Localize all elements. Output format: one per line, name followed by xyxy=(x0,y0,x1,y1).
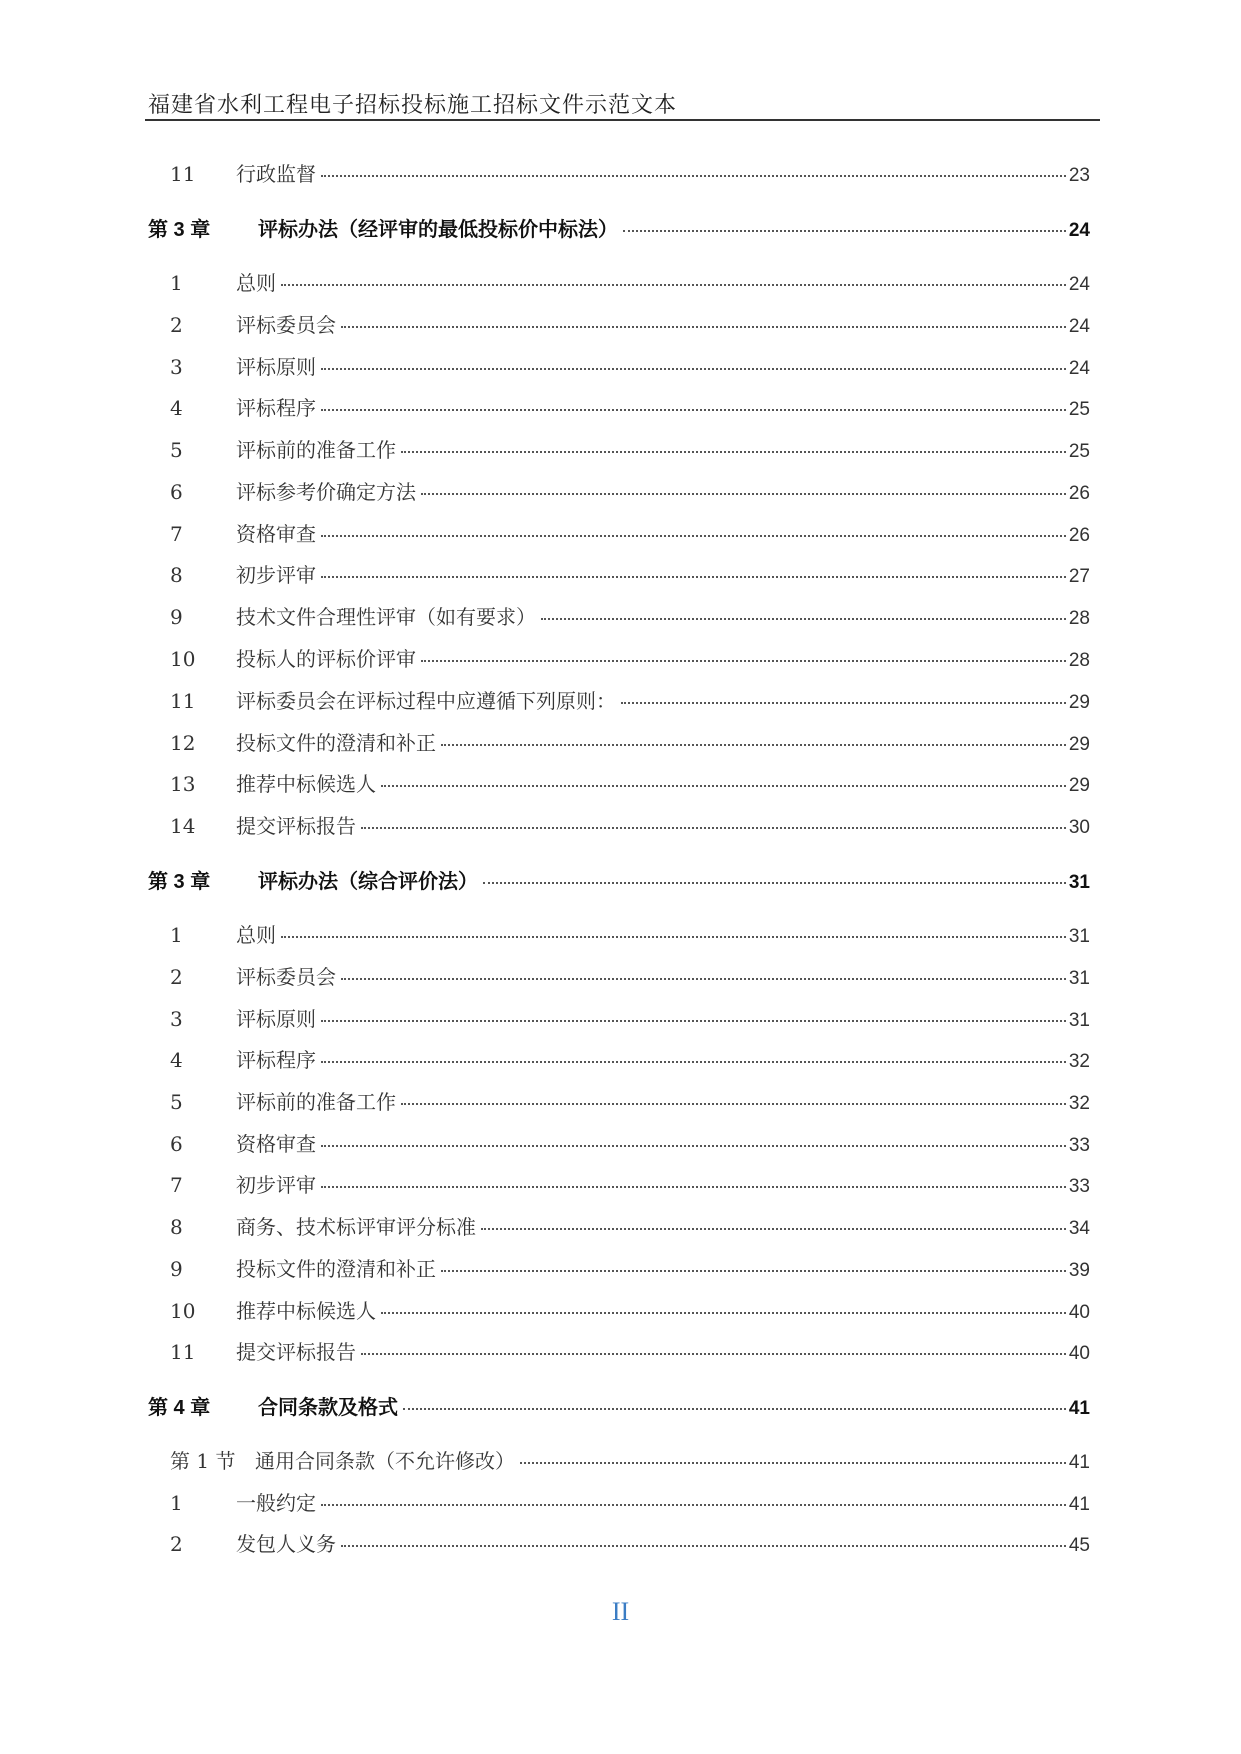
toc-entry-page: 39 xyxy=(1068,1260,1090,1281)
dot-leader xyxy=(401,451,1066,453)
toc-chapter-entry[interactable] xyxy=(148,1391,1090,1420)
toc-entry[interactable] xyxy=(170,392,1090,421)
dot-leader xyxy=(341,326,1066,328)
toc-entry[interactable] xyxy=(170,1528,1090,1557)
toc-entry-number: 11 xyxy=(170,689,196,713)
toc-entry-page: 45 xyxy=(1068,1535,1090,1556)
toc-entry-title: 评标办法（经评审的最低投标价中标法） xyxy=(258,217,618,241)
toc-entry-number: 11 xyxy=(170,1340,196,1364)
toc-entry-title: 评标原则 xyxy=(236,1007,316,1031)
toc-entry[interactable] xyxy=(170,810,1090,839)
toc-entry-page: 28 xyxy=(1068,608,1090,629)
toc-entry-number: 2 xyxy=(170,1532,183,1556)
toc-entry-title: 评标程序 xyxy=(236,1048,316,1072)
toc-entry-title: 行政监督 xyxy=(236,162,316,186)
dot-leader xyxy=(321,535,1066,537)
dot-leader xyxy=(321,409,1066,411)
toc-entry[interactable] xyxy=(170,601,1090,630)
toc-entry-title: 初步评审 xyxy=(236,563,316,587)
toc-entry[interactable] xyxy=(170,919,1090,948)
toc-entry-title: 技术文件合理性评审（如有要求） xyxy=(236,605,536,629)
toc-entry[interactable] xyxy=(170,1086,1090,1115)
toc-entry-title: 推荐中标候选人 xyxy=(236,1299,376,1323)
dot-leader xyxy=(623,230,1066,232)
dot-leader xyxy=(281,936,1066,938)
toc-entry-number: 7 xyxy=(170,1173,183,1197)
toc-entry-number: 2 xyxy=(170,965,183,989)
dot-leader xyxy=(361,1353,1066,1355)
toc-entry-number: 11 xyxy=(170,162,196,186)
toc-entry-title: 评标委员会 xyxy=(236,965,336,989)
toc-entry-number: 7 xyxy=(170,522,183,546)
toc-entry-number: 1 xyxy=(170,271,183,295)
toc-entry-number: 5 xyxy=(170,1090,183,1114)
toc-entry[interactable] xyxy=(170,1003,1090,1032)
toc-entry-page: 29 xyxy=(1068,734,1090,755)
dot-leader xyxy=(401,1103,1066,1105)
toc-entry-number: 第 3 章 xyxy=(148,219,211,241)
toc-entry[interactable] xyxy=(170,1253,1090,1282)
toc-chapter-entry[interactable] xyxy=(148,865,1090,894)
dot-leader xyxy=(321,576,1066,578)
toc-entry[interactable] xyxy=(170,1487,1090,1516)
dot-leader xyxy=(483,882,1066,884)
dot-leader xyxy=(321,1186,1066,1188)
dot-leader xyxy=(421,493,1066,495)
toc-entry-page: 24 xyxy=(1068,358,1090,379)
toc-entry-page: 27 xyxy=(1068,566,1090,587)
toc-entry-page: 33 xyxy=(1068,1135,1090,1156)
dot-leader xyxy=(321,1061,1066,1063)
dot-leader xyxy=(281,284,1066,286)
toc-entry[interactable] xyxy=(170,476,1090,505)
toc-entry-number: 1 xyxy=(170,1491,183,1515)
dot-leader xyxy=(321,1504,1066,1506)
dot-leader xyxy=(441,1270,1066,1272)
toc-entry-number: 第 4 章 xyxy=(148,1397,211,1419)
toc-entry-number: 8 xyxy=(170,1215,183,1239)
toc-entry-number: 2 xyxy=(170,313,183,337)
toc-entry-title: 总则 xyxy=(236,923,276,947)
toc-entry[interactable] xyxy=(170,961,1090,990)
toc-entry[interactable] xyxy=(170,309,1090,338)
toc-entry-number: 3 xyxy=(170,355,183,379)
toc-entry-title: 投标文件的澄清和补正 xyxy=(236,731,436,755)
toc-entry[interactable] xyxy=(170,643,1090,672)
toc-entry-title: 提交评标报告 xyxy=(236,1340,356,1364)
toc-entry-title: 评标前的准备工作 xyxy=(236,1090,396,1114)
toc-entry-page: 31 xyxy=(1068,968,1090,989)
dot-leader xyxy=(361,827,1066,829)
toc-entry-title: 一般约定 xyxy=(236,1491,316,1515)
toc-entry-page: 41 xyxy=(1068,1494,1090,1515)
toc-entry-number: 10 xyxy=(170,647,196,671)
toc-entry-page: 24 xyxy=(1068,316,1090,337)
toc-entry-number: 3 xyxy=(170,1007,183,1031)
dot-leader xyxy=(321,1145,1066,1147)
dot-leader xyxy=(381,785,1066,787)
toc-entry-page: 25 xyxy=(1068,399,1090,420)
toc-entry-title: 评标原则 xyxy=(236,355,316,379)
toc-entry-number: 第 1 节 xyxy=(170,1449,236,1473)
toc-entry-number: 4 xyxy=(170,396,183,420)
toc-entry-title: 投标人的评标价评审 xyxy=(236,647,416,671)
toc-entry-title: 评标委员会 xyxy=(236,313,336,337)
toc-entry-number: 8 xyxy=(170,563,183,587)
toc-entry-page: 31 xyxy=(1068,1010,1090,1031)
toc-entry-number: 6 xyxy=(170,1132,183,1156)
toc-entry-title: 评标委员会在评标过程中应遵循下列原则： xyxy=(236,689,616,713)
toc-entry-title: 评标程序 xyxy=(236,396,316,420)
toc-entry-page: 30 xyxy=(1068,817,1090,838)
toc-entry-page: 32 xyxy=(1068,1093,1090,1114)
toc-entry-title: 合同条款及格式 xyxy=(258,1395,398,1419)
toc-entry[interactable] xyxy=(170,267,1090,296)
toc-entry-number: 5 xyxy=(170,438,183,462)
toc-entry-title: 评标办法（综合评价法） xyxy=(258,869,478,893)
toc-entry-number: 9 xyxy=(170,1257,183,1281)
toc-entry[interactable] xyxy=(170,727,1090,756)
dot-leader xyxy=(621,702,1066,704)
toc-entry-number: 1 xyxy=(170,923,183,947)
toc-entry-page: 26 xyxy=(1068,525,1090,546)
toc-entry-number: 10 xyxy=(170,1299,196,1323)
toc-entry-title: 提交评标报告 xyxy=(236,814,356,838)
dot-leader xyxy=(520,1462,1066,1464)
toc-entry[interactable] xyxy=(170,685,1090,714)
toc-entry-page: 40 xyxy=(1068,1302,1090,1323)
dot-leader xyxy=(403,1408,1066,1410)
toc-entry[interactable] xyxy=(170,1169,1090,1198)
toc-entry-title: 推荐中标候选人 xyxy=(236,772,376,796)
toc-entry-title: 投标文件的澄清和补正 xyxy=(236,1257,436,1281)
dot-leader xyxy=(321,1020,1066,1022)
document-header: 福建省水利工程电子招标投标施工招标文件示范文本 xyxy=(148,93,678,118)
dot-leader xyxy=(321,175,1066,177)
toc-entry[interactable] xyxy=(170,1044,1090,1073)
toc-entry-number: 12 xyxy=(170,731,196,755)
toc-entry[interactable] xyxy=(170,1336,1090,1365)
toc-entry-page: 26 xyxy=(1068,483,1090,504)
toc-entry-page: 25 xyxy=(1068,441,1090,462)
dot-leader xyxy=(341,978,1066,980)
toc-entry-page: 23 xyxy=(1068,165,1090,186)
dot-leader xyxy=(481,1228,1066,1230)
dot-leader xyxy=(321,368,1066,370)
toc-entry[interactable] xyxy=(170,1128,1090,1157)
toc-section-entry[interactable] xyxy=(170,1445,1090,1474)
toc-entry-page: 32 xyxy=(1068,1051,1090,1072)
toc-entry-page: 31 xyxy=(1068,872,1090,893)
dot-leader xyxy=(541,618,1066,620)
toc-entry-page: 28 xyxy=(1068,650,1090,671)
toc-entry-page: 29 xyxy=(1068,692,1090,713)
dot-leader xyxy=(421,660,1066,662)
toc-entry-title: 发包人义务 xyxy=(236,1532,336,1556)
toc-entry-number: 9 xyxy=(170,605,183,629)
toc-entry-page: 41 xyxy=(1068,1452,1090,1473)
toc-entry-title: 评标前的准备工作 xyxy=(236,438,396,462)
toc-entry-page: 33 xyxy=(1068,1176,1090,1197)
header-divider xyxy=(145,119,1100,121)
toc-entry[interactable] xyxy=(170,1295,1090,1324)
toc-entry-number: 13 xyxy=(170,772,196,796)
toc-entry-page: 41 xyxy=(1068,1398,1090,1419)
toc-entry[interactable] xyxy=(170,768,1090,797)
toc-entry[interactable] xyxy=(170,559,1090,588)
toc-entry-page: 24 xyxy=(1068,220,1090,241)
dot-leader xyxy=(441,744,1066,746)
toc-entry-title: 评标参考价确定方法 xyxy=(236,480,416,504)
toc-entry[interactable] xyxy=(170,351,1090,380)
toc-entry-number: 6 xyxy=(170,480,183,504)
toc-entry-title: 资格审查 xyxy=(236,522,316,546)
toc-entry-title: 总则 xyxy=(236,271,276,295)
toc-entry[interactable] xyxy=(170,158,1090,187)
toc-entry[interactable] xyxy=(170,1211,1090,1240)
toc-entry-number: 第 3 章 xyxy=(148,871,211,893)
toc-entry-page: 24 xyxy=(1068,274,1090,295)
dot-leader xyxy=(381,1312,1066,1314)
toc-entry-page: 31 xyxy=(1068,926,1090,947)
toc-entry-title: 通用合同条款（不允许修改） xyxy=(255,1449,515,1473)
toc-chapter-entry[interactable] xyxy=(148,213,1090,242)
toc-entry-number: 14 xyxy=(170,814,196,838)
toc-entry-title: 资格审查 xyxy=(236,1132,316,1156)
page-number: II xyxy=(611,1597,630,1626)
toc-entry-page: 34 xyxy=(1068,1218,1090,1239)
dot-leader xyxy=(341,1545,1066,1547)
toc-entry[interactable] xyxy=(170,518,1090,547)
toc-entry-page: 29 xyxy=(1068,775,1090,796)
toc-entry[interactable] xyxy=(170,434,1090,463)
toc-entry-number: 4 xyxy=(170,1048,183,1072)
toc-entry-title: 商务、技术标评审评分标准 xyxy=(236,1215,476,1239)
toc-entry-page: 40 xyxy=(1068,1343,1090,1364)
toc-entry-title: 初步评审 xyxy=(236,1173,316,1197)
